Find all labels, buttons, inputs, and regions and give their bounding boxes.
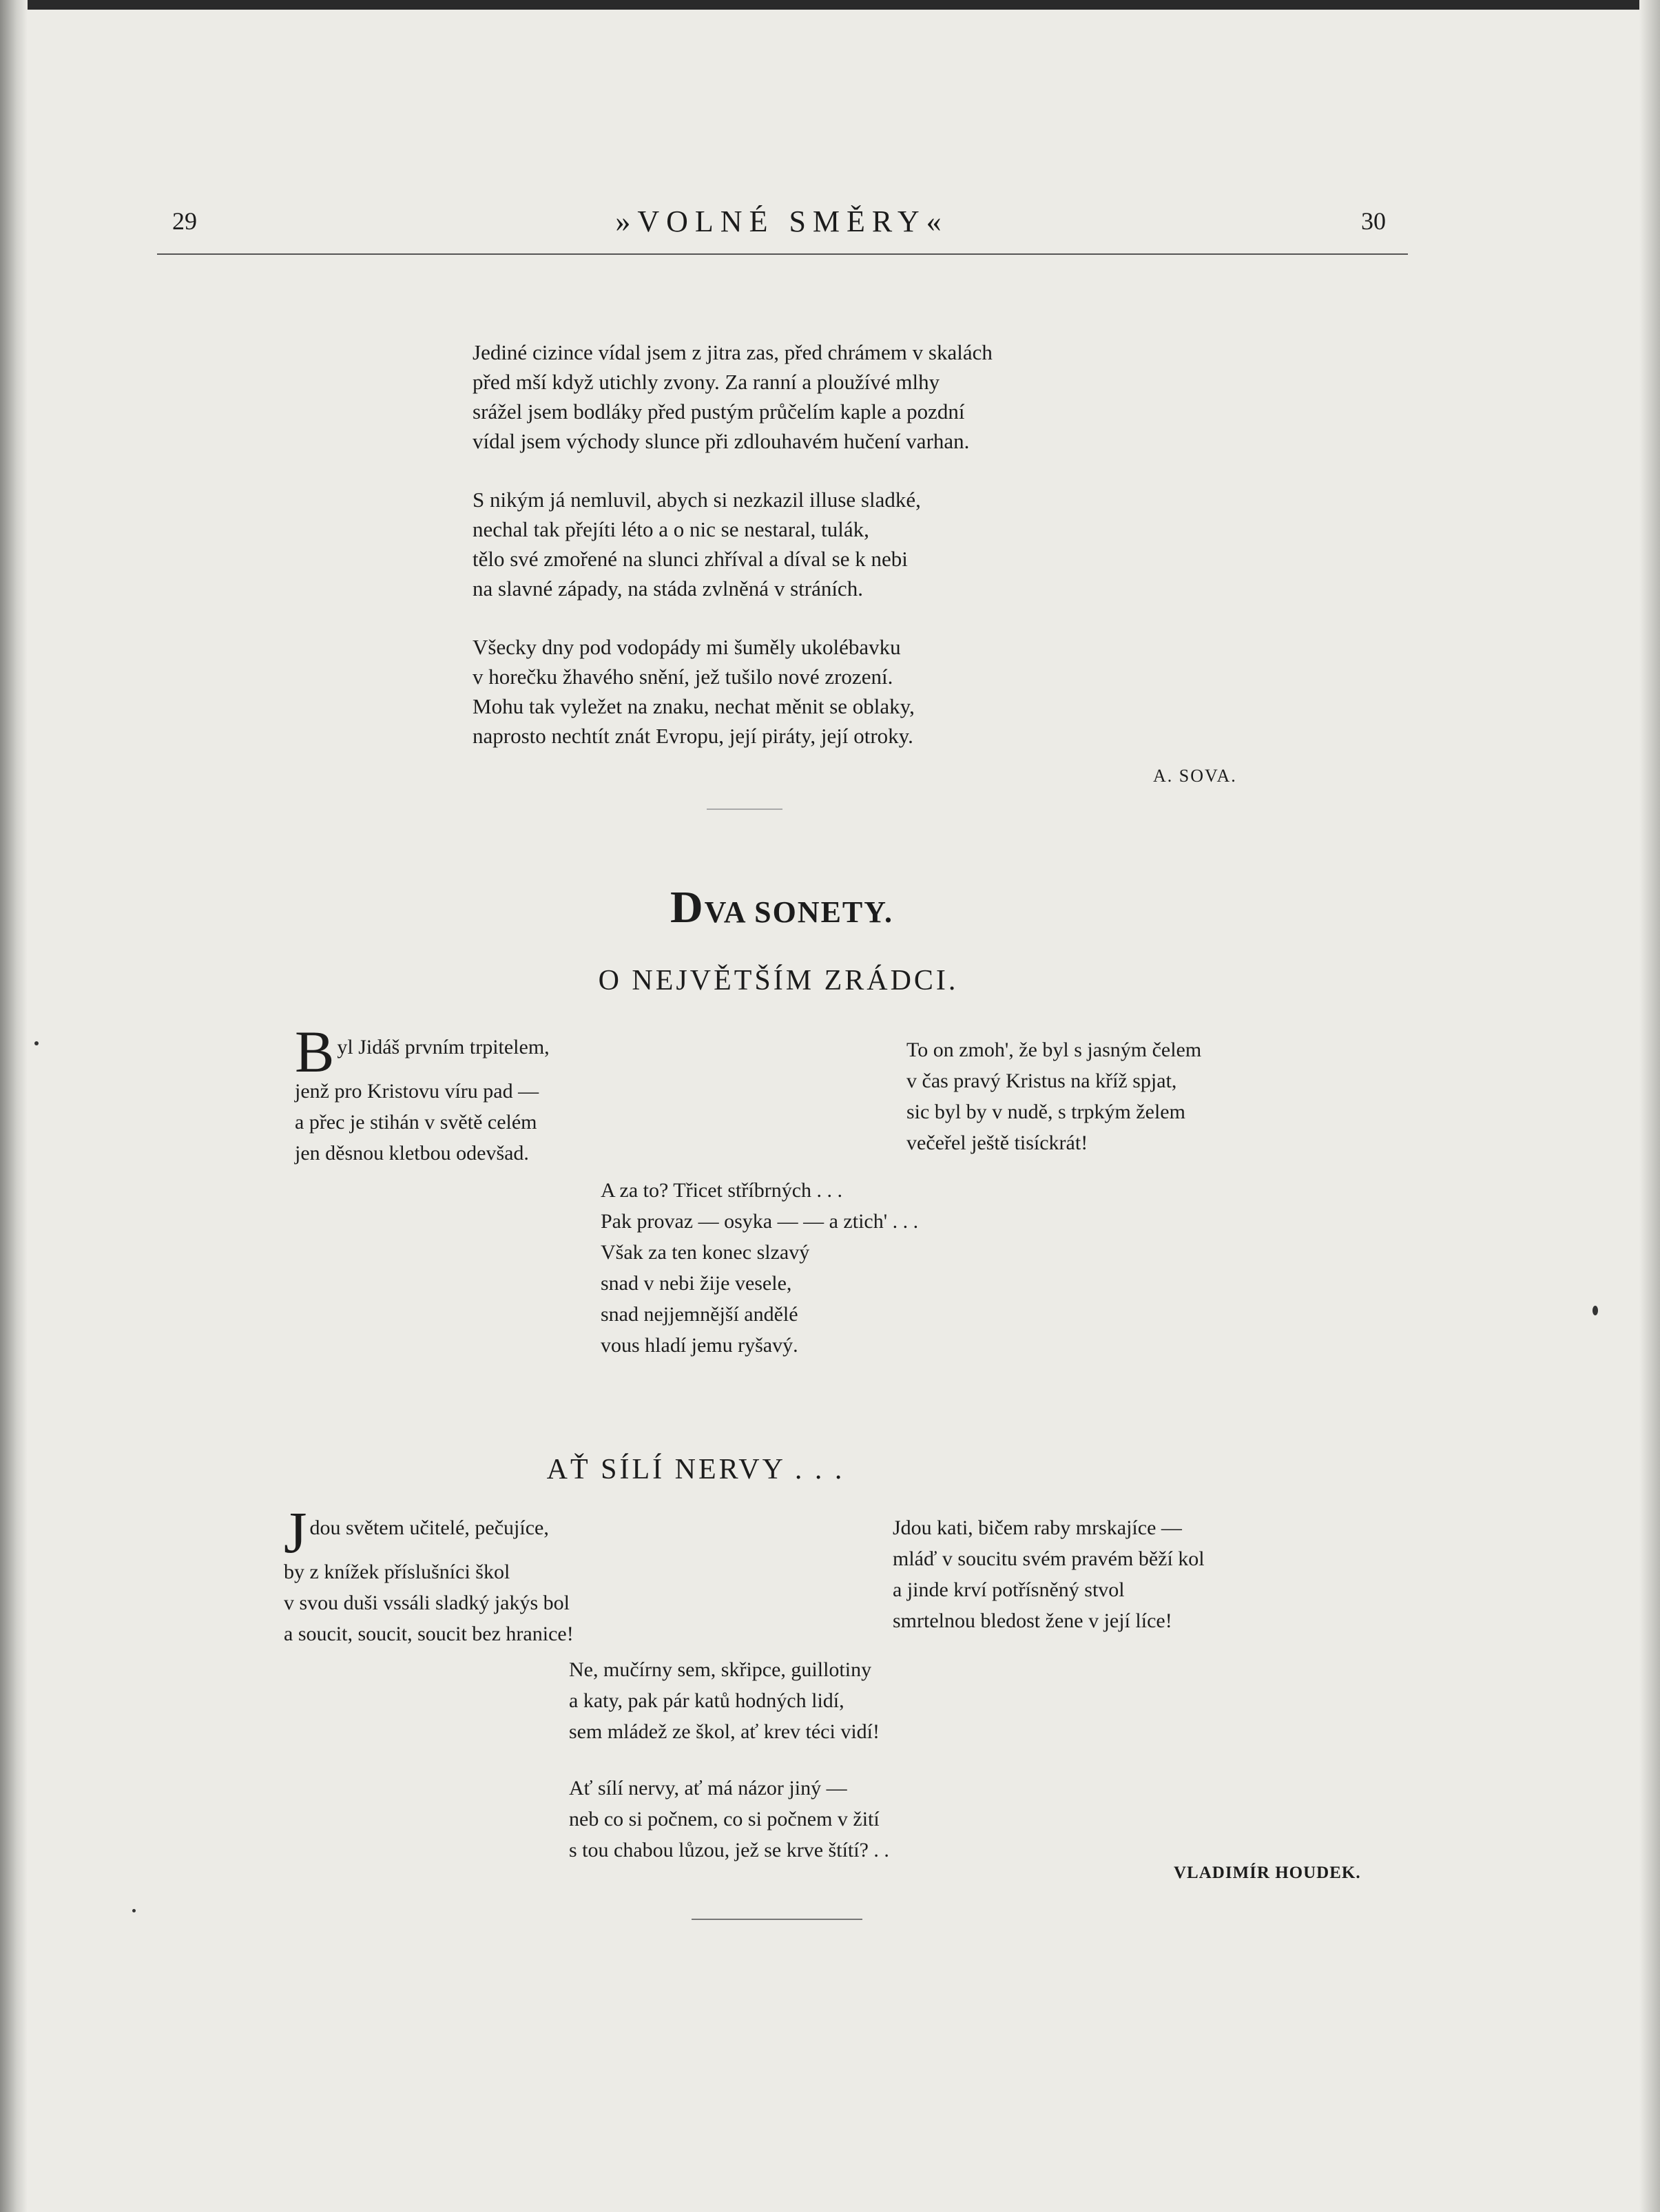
end-rule	[692, 1919, 862, 1920]
poem1-author: A. SOVA.	[1153, 766, 1237, 786]
verse-line: by z knížek příslušníci škol	[284, 1561, 510, 1583]
sonnet2-left-quatrain	[284, 1499, 574, 1649]
verse-line: v svou duši vssáli sladký jakýs bol	[284, 1592, 570, 1614]
verse-line: snad v nebi žije vesele,	[601, 1272, 792, 1295]
poem1-stanza-2	[473, 485, 921, 603]
verse-line: jenž pro Kristovu víru pad —	[295, 1080, 539, 1103]
verse-line: Ne, mučírny sem, skřipce, guillotiny	[569, 1658, 872, 1681]
dropcap-letter: B	[295, 1019, 335, 1085]
verse-line: v čas pravý Kristus na kříž spjat,	[906, 1070, 1177, 1092]
verse-line: jen děsnou kletbou odevšad.	[295, 1142, 529, 1165]
sonnet2-title: AŤ SÍLÍ NERVY . . .	[546, 1454, 845, 1485]
verse-line: a soucit, soucit, soucit bez hranice!	[284, 1623, 574, 1645]
sonnet2-tercet-2	[569, 1773, 889, 1866]
verse-line: Mohu tak vyležet na znaku, nechat měnit se oblaky,	[473, 694, 915, 718]
section-title-cap: D	[670, 882, 705, 932]
sonnet1-right-quatrain	[906, 1034, 1201, 1158]
verse-line: dou světem učitelé, pečujíce,	[309, 1516, 549, 1539]
verse-line: snad nejjemnější andělé	[601, 1303, 798, 1326]
verse-line: srážel jsem bodláky před pustým průčelím kaple a pozdní	[473, 399, 965, 424]
page-edge-right	[1639, 0, 1660, 2212]
verse-line: vídal jsem východy slunce při zdlouhavém hučení varhan.	[473, 429, 970, 453]
page-edge-left	[0, 0, 28, 2212]
verse-line: sic byl by v nudě, s trpkým želem	[906, 1100, 1185, 1123]
verse-line: mláď v soucitu svém pravém běží kol	[893, 1547, 1205, 1570]
sonnet1-left-quatrain	[295, 1019, 550, 1169]
verse-line: vous hladí jemu ryšavý.	[601, 1334, 798, 1357]
verse-line: neb co si počnem, co si počnem v žití	[569, 1808, 880, 1830]
verse-line: tělo své zmořené na slunci zhříval a díval se k nebi	[473, 547, 908, 571]
verse-line: Ať sílí nervy, ať má názor jiný —	[569, 1777, 847, 1799]
scan-speck	[34, 1041, 39, 1045]
scan-speck	[132, 1909, 136, 1912]
section-title-rest: VA SONETY.	[704, 895, 894, 929]
verse-line: nechal tak přejíti léto a o nic se nestaral, tulák,	[473, 517, 869, 541]
verse-line: yl Jidáš prvním trpitelem,	[337, 1036, 550, 1058]
verse-line: v horečku žhavého snění, jež tušilo nové zrození.	[473, 665, 893, 689]
sonnet2-author: VLADIMÍR HOUDEK.	[1174, 1864, 1361, 1882]
verse-line: Však za ten konec slzavý	[601, 1241, 810, 1264]
verse-line: před mší když utichly zvony. Za ranní a ploužívé mlhy	[473, 370, 940, 394]
verse-line: na slavné západy, na stáda zvlněná v stráních.	[473, 576, 863, 601]
verse-line: a jinde krví potřísněný stvol	[893, 1578, 1125, 1601]
page-number-left: 29	[172, 207, 197, 235]
verse-line: a přec je stihán v světě celém	[295, 1111, 537, 1134]
verse-line: Všecky dny pod vodopády mi šuměly ukolébavku	[473, 635, 901, 659]
running-title: »VOLNÉ SMĚRY«	[615, 205, 948, 238]
verse-line: smrtelnou bledost žene v její líce!	[893, 1609, 1172, 1632]
verse-line: To on zmoh', že byl s jasným čelem	[906, 1039, 1202, 1061]
verse-line: Jdou kati, bičem raby mrskajíce —	[893, 1516, 1182, 1539]
section-title	[0, 881, 1564, 934]
verse-line: a katy, pak pár katů hodných lidí,	[569, 1689, 844, 1712]
sonnet1-tercets	[601, 1175, 918, 1361]
verse-line: A za to? Třicet stříbrných . . .	[601, 1179, 843, 1202]
header-rule	[157, 253, 1408, 255]
verse-line: S nikým já nemluvil, abych si nezkazil illuse sladké,	[473, 488, 921, 512]
poem1-stanza-3	[473, 632, 915, 751]
dropcap-letter: J	[284, 1499, 307, 1565]
page-edge-top	[0, 0, 1660, 10]
sonnet1-title: O NEJVĚTŠÍM ZRÁDCI.	[598, 965, 959, 997]
sonnet2-right-quatrain	[893, 1512, 1205, 1636]
verse-line: sem mládež ze škol, ať krev téci vidí!	[569, 1720, 880, 1743]
verse-line: večeřel ještě tisíckrát!	[906, 1131, 1088, 1154]
verse-line: s tou chabou lůzou, jež se krve štítí? . .	[569, 1839, 889, 1861]
separator-rule	[707, 808, 782, 810]
verse-line: Pak provaz — osyka — — a ztich' . . .	[601, 1210, 919, 1233]
scan-speck	[1592, 1306, 1598, 1315]
verse-line: Jediné cizince vídal jsem z jitra zas, před chrámem v skalách	[473, 340, 993, 364]
poem1-stanza-1	[473, 337, 993, 456]
page-number-right: 30	[1361, 207, 1386, 235]
sonnet2-tercet-1	[569, 1654, 880, 1747]
verse-line: naprosto nechtít znát Evropu, její piráty, její otroky.	[473, 724, 913, 748]
